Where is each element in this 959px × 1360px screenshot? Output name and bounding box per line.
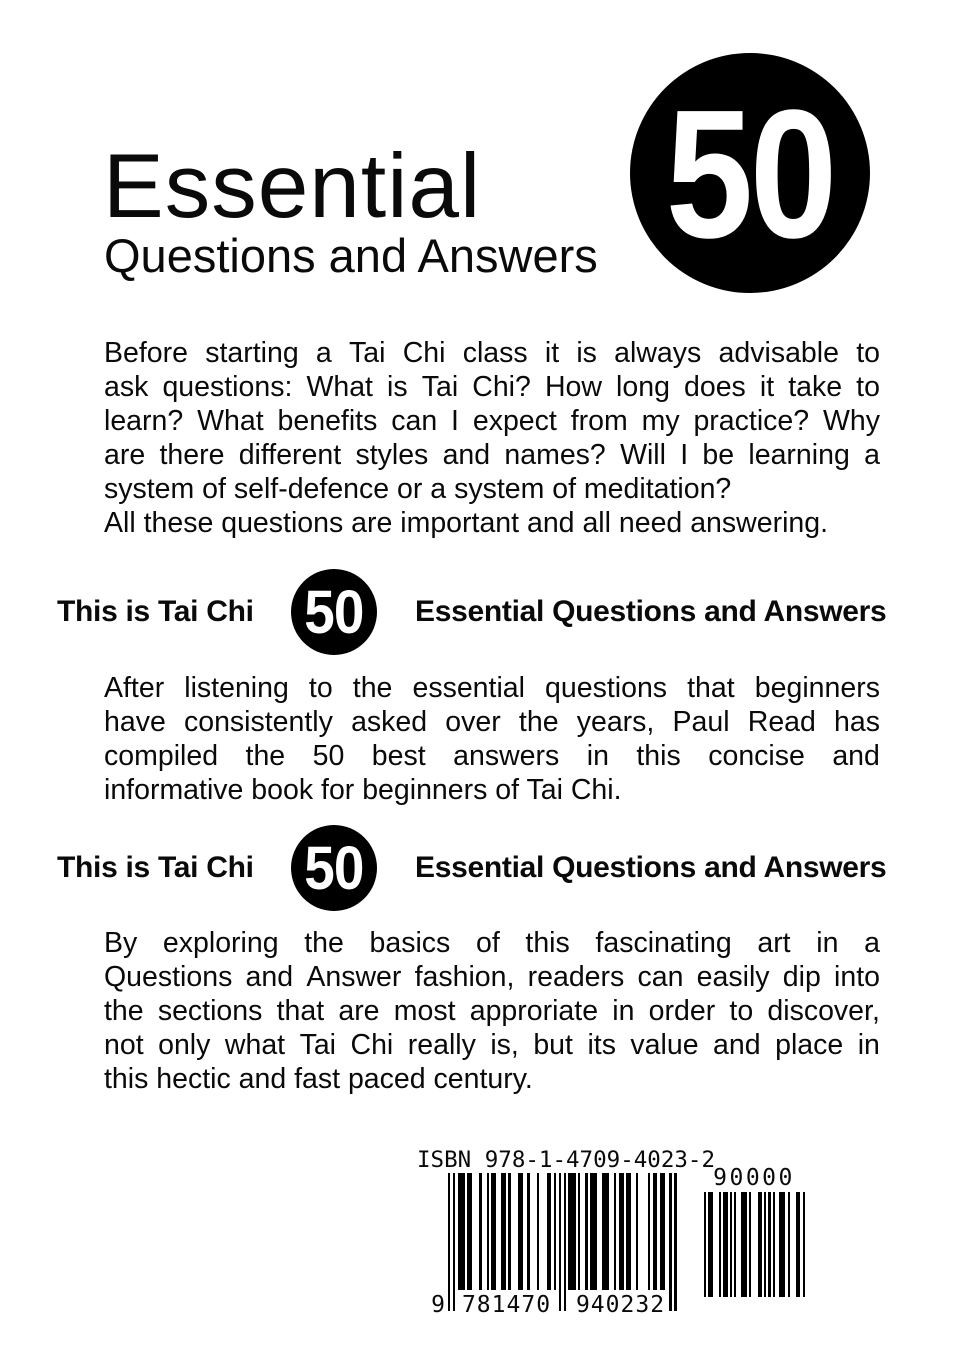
word: approriate — [469, 995, 599, 1027]
word: learning — [748, 439, 850, 471]
word: easily — [696, 961, 770, 993]
word: asked — [351, 706, 428, 738]
word: the — [352, 672, 393, 704]
word: there — [159, 439, 225, 471]
word: always — [614, 337, 702, 369]
barcode-bar — [674, 1173, 676, 1311]
word: class — [462, 337, 528, 369]
word: dip — [782, 961, 821, 993]
word: and — [832, 740, 880, 772]
word: Why — [822, 405, 880, 437]
word: and — [713, 1029, 761, 1061]
barcode-bar — [803, 1192, 805, 1297]
intro-paragraph — [104, 336, 880, 540]
title-band-1 — [0, 569, 959, 655]
word: it — [544, 337, 560, 369]
title-band-2 — [0, 825, 959, 911]
word: Questions — [104, 961, 233, 993]
word: What — [197, 405, 264, 437]
band-book-title: Essential Questions and Answers — [415, 851, 887, 884]
about-book-paragraph — [104, 926, 880, 1096]
word: this — [525, 927, 570, 959]
word: learn? — [104, 405, 184, 437]
fifty-badge-large — [630, 53, 870, 293]
band-book-title: Essential Questions and Answers — [415, 595, 887, 628]
word: place — [775, 1029, 844, 1061]
fifty-badge-small — [291, 569, 377, 655]
word: Chi? — [472, 371, 531, 403]
word: Will — [620, 439, 666, 471]
text-line — [104, 739, 880, 773]
word: the — [245, 740, 286, 772]
word: How — [544, 371, 602, 403]
word: exploring — [162, 927, 279, 959]
text-line — [104, 926, 880, 960]
word: in — [816, 927, 839, 959]
word: listening — [184, 672, 289, 704]
word: be — [702, 439, 735, 471]
word: fashion, — [414, 961, 515, 993]
text-line — [104, 671, 880, 705]
word: Chi — [350, 1029, 394, 1061]
word: are — [104, 439, 146, 471]
word: can — [391, 405, 438, 437]
word: beginners — [754, 672, 880, 704]
word: from — [570, 405, 628, 437]
word: into — [834, 961, 880, 993]
word: that — [276, 995, 325, 1027]
word: but — [533, 1029, 573, 1061]
word: not — [104, 1029, 144, 1061]
word: After — [104, 672, 165, 704]
word: in — [586, 740, 609, 772]
text-line: system of self-defence or a system of meditation? — [104, 473, 732, 505]
text-line — [104, 960, 880, 994]
text-line — [104, 994, 880, 1028]
word: have — [104, 706, 166, 738]
word: advisable — [718, 337, 839, 369]
word: most — [393, 995, 456, 1027]
barcode-digits-right: 940232 — [575, 1292, 666, 1318]
isbn-number: ISBN 978-1-4709-4023-2 — [417, 1147, 716, 1173]
band-series-title: This is Tai Chi — [57, 595, 254, 628]
word: to — [308, 672, 333, 704]
word: a — [864, 439, 880, 471]
word: are — [338, 995, 380, 1027]
text-line: All these questions are important and all need answering. — [104, 507, 829, 539]
word: starting — [205, 337, 299, 369]
text-line — [104, 336, 880, 370]
text-line — [104, 438, 880, 472]
word: my — [641, 405, 680, 437]
word: long — [616, 371, 670, 403]
word: a — [315, 337, 332, 369]
word: the — [104, 995, 144, 1027]
barcode-digits-left: 781470 — [461, 1292, 552, 1318]
word: answers — [453, 740, 560, 772]
word: benefits — [277, 405, 378, 437]
text-line: informative book for beginners of Tai Chi. — [104, 774, 622, 806]
barcode-supplement-number: 90000 — [713, 1165, 795, 1191]
band-series-title: This is Tai Chi — [57, 851, 254, 884]
word: it — [759, 371, 775, 403]
word: to — [729, 995, 754, 1027]
fifty-badge-small-number: 50 — [304, 833, 364, 902]
word: expect — [472, 405, 557, 437]
word: over — [445, 706, 501, 738]
word: Tai — [421, 371, 459, 403]
word: to — [856, 337, 880, 369]
word: discover, — [767, 995, 880, 1027]
word: value — [630, 1029, 699, 1061]
word: 50 — [312, 740, 345, 772]
word: in — [857, 1029, 880, 1061]
word: take — [788, 371, 843, 403]
word: essential — [412, 672, 525, 704]
word: basics — [369, 927, 451, 959]
word: I — [451, 405, 459, 437]
word: to — [856, 371, 880, 403]
word: Tai — [349, 337, 386, 369]
word: is — [387, 371, 408, 403]
word: What — [306, 371, 373, 403]
word: can — [637, 961, 684, 993]
ean13-barcode — [448, 1173, 679, 1311]
word: order — [648, 995, 716, 1027]
word: in — [612, 995, 635, 1027]
word: sections — [157, 995, 263, 1027]
word: what — [224, 1029, 286, 1061]
fifty-badge-small — [291, 825, 377, 911]
word: Tai — [299, 1029, 337, 1061]
text-line — [104, 1028, 880, 1062]
word: a — [864, 927, 880, 959]
word: practice? — [693, 405, 810, 437]
word: different — [238, 439, 342, 471]
word: I — [680, 439, 689, 471]
word: names? — [504, 439, 606, 471]
word: is, — [490, 1029, 519, 1061]
word: Chi — [402, 337, 446, 369]
word: fascinating — [595, 927, 732, 959]
about-author-paragraph — [104, 671, 880, 807]
word: is — [576, 337, 597, 369]
word: readers — [527, 961, 625, 993]
text-line — [104, 705, 880, 739]
ean5-barcode — [702, 1192, 806, 1297]
word: that — [687, 672, 735, 704]
cover-title: Essential — [103, 136, 482, 237]
word: years, — [576, 706, 655, 738]
word: Answer — [306, 961, 402, 993]
fifty-badge-large-number: 50 — [665, 70, 835, 276]
cover-subtitle: Questions and Answers — [104, 229, 598, 282]
word: Paul — [672, 706, 730, 738]
barcode-digit-first: 9 — [431, 1292, 445, 1318]
word: its — [587, 1029, 616, 1061]
word: has — [834, 706, 880, 738]
word: the — [518, 706, 559, 738]
word: really — [407, 1029, 476, 1061]
word: best — [371, 740, 426, 772]
word: and — [442, 439, 491, 471]
word: of — [475, 927, 500, 959]
word: art — [757, 927, 791, 959]
word: ask — [104, 371, 149, 403]
text-line — [104, 404, 880, 438]
word: this — [636, 740, 681, 772]
text-line — [104, 370, 880, 404]
word: and — [245, 961, 294, 993]
word: questions — [545, 672, 668, 704]
word: does — [684, 371, 746, 403]
word: the — [304, 927, 344, 959]
word: consistently — [183, 706, 333, 738]
word: Before — [104, 337, 188, 369]
word: compiled — [104, 740, 219, 772]
word: styles — [355, 439, 429, 471]
text-line: this hectic and fast paced century. — [104, 1063, 533, 1095]
word: only — [158, 1029, 211, 1061]
word: By — [104, 927, 138, 959]
fifty-badge-small-number: 50 — [304, 577, 364, 646]
word: concise — [708, 740, 805, 772]
word: questions: — [162, 371, 293, 403]
word: Read — [747, 706, 816, 738]
